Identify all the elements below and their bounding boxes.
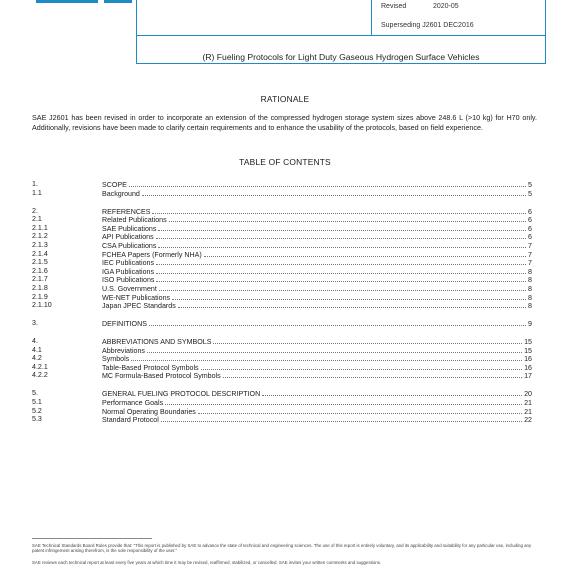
toc-entry-title: API Publications (102, 233, 154, 242)
toc-entry-title: REFERENCES (102, 207, 151, 216)
toc-entry-line (102, 371, 532, 381)
toc-entry-title: Performance Goals (102, 399, 164, 408)
header-rule (104, 0, 132, 3)
toc-entry-line (102, 301, 532, 311)
toc-entry-page: 17 (524, 372, 532, 381)
toc-entry-page: 5 (528, 181, 532, 189)
toc-leader-dots (159, 284, 526, 291)
toc-leader-dots (198, 407, 522, 414)
toc-leader-dots (165, 398, 522, 405)
toc-entry-title: IGA Publications (102, 267, 155, 276)
toc-spacer (32, 197, 532, 206)
toc-entry[interactable] (32, 371, 532, 380)
toc-leader-dots (161, 415, 522, 422)
superseding-field (381, 22, 474, 29)
toc-entry[interactable] (32, 250, 532, 259)
header-separator (137, 35, 545, 36)
toc-entry[interactable] (32, 207, 532, 216)
toc-entry-page: 8 (528, 267, 532, 276)
toc-entry[interactable] (32, 232, 532, 241)
toc-entry-number: 2.1.7 (32, 275, 48, 284)
toc-entry-page: 22 (524, 416, 532, 425)
toc-entry[interactable] (32, 189, 532, 198)
toc-entry-page: 21 (524, 399, 532, 408)
toc-entry-number: 4.2.1 (32, 362, 48, 371)
toc-entry[interactable] (32, 346, 532, 355)
rationale-heading: RATIONALE (260, 94, 310, 104)
toc-entry-title: ABBREVIATIONS AND SYMBOLS (102, 338, 212, 347)
toc-entry-title: SAE Publications (102, 224, 157, 233)
toc-entry[interactable] (32, 337, 532, 346)
toc-entry[interactable] (32, 275, 532, 284)
toc-entry-number: 2. (32, 206, 38, 215)
revised-label: Revised (381, 3, 407, 10)
toc-entry-number: 2.1.5 (32, 258, 48, 267)
sae-logo (36, 0, 98, 3)
toc-entry-title: Related Publications (102, 216, 167, 225)
toc-entry[interactable] (32, 267, 532, 276)
toc-leader-dots (213, 337, 522, 344)
toc-leader-dots (152, 207, 526, 214)
toc-entry-page: 8 (528, 276, 532, 285)
toc-entry-page: 9 (528, 320, 532, 329)
toc-entry-title: Table-Based Protocol Symbols (102, 363, 199, 372)
toc-entry-page: 7 (528, 250, 532, 259)
toc-entry-number: 5.2 (32, 406, 42, 415)
toc-leader-dots (156, 267, 526, 274)
toc-entry-number: 1. (32, 180, 38, 188)
toc-spacer (32, 310, 532, 319)
toc-leader-dots (223, 371, 522, 378)
toc-entry[interactable] (32, 407, 532, 416)
toc-entry-title: SCOPE (102, 181, 127, 189)
toc-entry-number: 2.1.2 (32, 232, 48, 241)
toc-entry-page: 20 (524, 390, 532, 399)
toc-entry[interactable] (32, 284, 532, 293)
rationale-text: SAE J2601 has been revised in order to incorporate an extension of the compressed hydrogen storage system sizes above 248.6 L (>10 kg) for H70 only. Additionally, revisions have been made to clarify certain requirements and to enhance the usability of the protocols, based on field experience. (32, 113, 537, 132)
toc-entry-number: 5. (32, 389, 38, 398)
toc-entry-title: Japan JPEC Standards (102, 302, 176, 311)
toc-entry-title: Background (102, 189, 140, 198)
toc-entry[interactable] (32, 293, 532, 302)
toc-entry-page: 5 (528, 189, 532, 198)
toc-leader-dots (131, 354, 522, 361)
toc-entry-page: 8 (528, 293, 532, 302)
document-title: (R) Fueling Protocols for Light Duty Gaseous Hydrogen Surface Vehicles (202, 52, 480, 62)
toc-entry-title: Abbreviations (102, 346, 145, 355)
toc-entry-title: CSA Publications (102, 241, 157, 250)
toc-entry-page: 16 (524, 355, 532, 364)
toc-leader-dots (158, 241, 526, 248)
toc-entry-number: 4.2.2 (32, 371, 48, 380)
toc-leader-dots (156, 275, 526, 282)
toc-entry-page: 6 (528, 216, 532, 225)
revised-field (381, 3, 459, 10)
toc-spacer (32, 380, 532, 389)
toc-entry[interactable] (32, 241, 532, 250)
toc-entry-number: 4. (32, 337, 38, 346)
toc-entry-number: 1.1 (32, 188, 42, 197)
toc-entry-page: 6 (528, 224, 532, 233)
toc-entry-line (102, 319, 532, 329)
toc-entry-line (102, 415, 532, 425)
toc-entry-title: IEC Publications (102, 259, 155, 268)
toc-entry[interactable] (32, 363, 532, 372)
toc-leader-dots (172, 293, 526, 300)
toc-entry-number: 2.1.3 (32, 240, 48, 249)
toc-entry-number: 3. (32, 319, 38, 328)
toc-leader-dots (129, 180, 526, 187)
toc-entry[interactable] (32, 215, 532, 224)
footer-note-review: SAE reviews each technical report at least every five years at which time it may be revised, reaffirmed, stabilized, or cancelled. SAE invites your written comments and suggestions. (32, 560, 382, 565)
toc-entry[interactable] (32, 415, 532, 424)
toc-spacer (32, 328, 532, 337)
toc-leader-dots (204, 250, 526, 257)
toc-entry-page: 15 (524, 338, 532, 347)
toc-leader-dots (201, 363, 523, 370)
toc-entry-title: MC Formula-Based Protocol Symbols (102, 372, 221, 381)
toc-entry-number: 2.1.9 (32, 292, 48, 301)
toc-entry-page: 6 (528, 233, 532, 242)
toc-entry[interactable] (32, 180, 532, 189)
toc-entry-number: 2.1.4 (32, 249, 48, 258)
toc-leader-dots (142, 189, 526, 196)
toc-leader-dots (169, 215, 526, 222)
toc-entry-page: 8 (528, 284, 532, 293)
footer-divider (32, 538, 152, 539)
toc-entry-title: FCHEA Papers (Formerly NHA) (102, 250, 202, 259)
toc-entry-number: 2.1.10 (32, 301, 52, 310)
toc-entry-title: Normal Operating Boundaries (102, 407, 196, 416)
toc-leader-dots (178, 301, 526, 308)
toc-entry-page: 8 (528, 302, 532, 311)
toc-entry-number: 2.1.8 (32, 283, 48, 292)
toc-entry-page: 16 (524, 363, 532, 372)
toc-entry[interactable] (32, 398, 532, 407)
toc-entry[interactable] (32, 319, 532, 328)
toc-entry-title: WE-NET Publications (102, 293, 171, 302)
toc-entry-number: 4.2 (32, 354, 42, 363)
header-box (136, 0, 546, 64)
toc-leader-dots (149, 319, 526, 326)
toc-entry[interactable] (32, 258, 532, 267)
toc-entry-page: 21 (524, 407, 532, 416)
toc-entry-number: 2.1.6 (32, 266, 48, 275)
toc-leader-dots (158, 224, 526, 231)
footer-note-rules: SAE Technical Standards Board Rules provide that: "This report is published by SAE to advance the state of technical and engineering sciences. The use of this report is entirely voluntary, and its applicability and suitability for any particular use, including any patent infringement arising therefrom, is the sole responsibility of the user." (32, 543, 532, 554)
toc-entry[interactable] (32, 389, 532, 398)
toc-leader-dots (156, 258, 526, 265)
toc-entry-number: 4.1 (32, 345, 42, 354)
toc-entry-page: 7 (528, 241, 532, 250)
table-of-contents (32, 180, 532, 424)
toc-entry-number: 5.1 (32, 398, 42, 407)
toc-entry-page: 6 (528, 207, 532, 216)
toc-leader-dots (262, 389, 522, 396)
header-divider (371, 0, 372, 35)
toc-leader-dots (156, 232, 526, 239)
toc-entry-title: U.S. Government (102, 284, 157, 293)
toc-entry-number: 2.1.1 (32, 223, 48, 232)
revised-value: 2020-05 (432, 3, 459, 10)
toc-entry-title: ISO Publications (102, 276, 155, 285)
toc-entry[interactable] (32, 354, 532, 363)
toc-entry-number: 5.3 (32, 415, 42, 424)
toc-leader-dots (147, 346, 522, 353)
toc-entry-page: 15 (524, 346, 532, 355)
toc-heading: TABLE OF CONTENTS (239, 157, 331, 167)
toc-entry-page: 7 (528, 259, 532, 268)
toc-entry-line (102, 189, 532, 199)
toc-entry[interactable] (32, 301, 532, 310)
toc-entry-title: Standard Protocol (102, 416, 159, 425)
toc-entry-title: Symbols (102, 355, 130, 364)
superseding-label: Superseding J2601 DEC2016 (381, 22, 474, 29)
toc-entry[interactable] (32, 224, 532, 233)
toc-entry-title: GENERAL FUELING PROTOCOL DESCRIPTION (102, 390, 261, 399)
toc-entry-title: DEFINITIONS (102, 320, 147, 329)
toc-entry-number: 2.1 (32, 215, 42, 224)
